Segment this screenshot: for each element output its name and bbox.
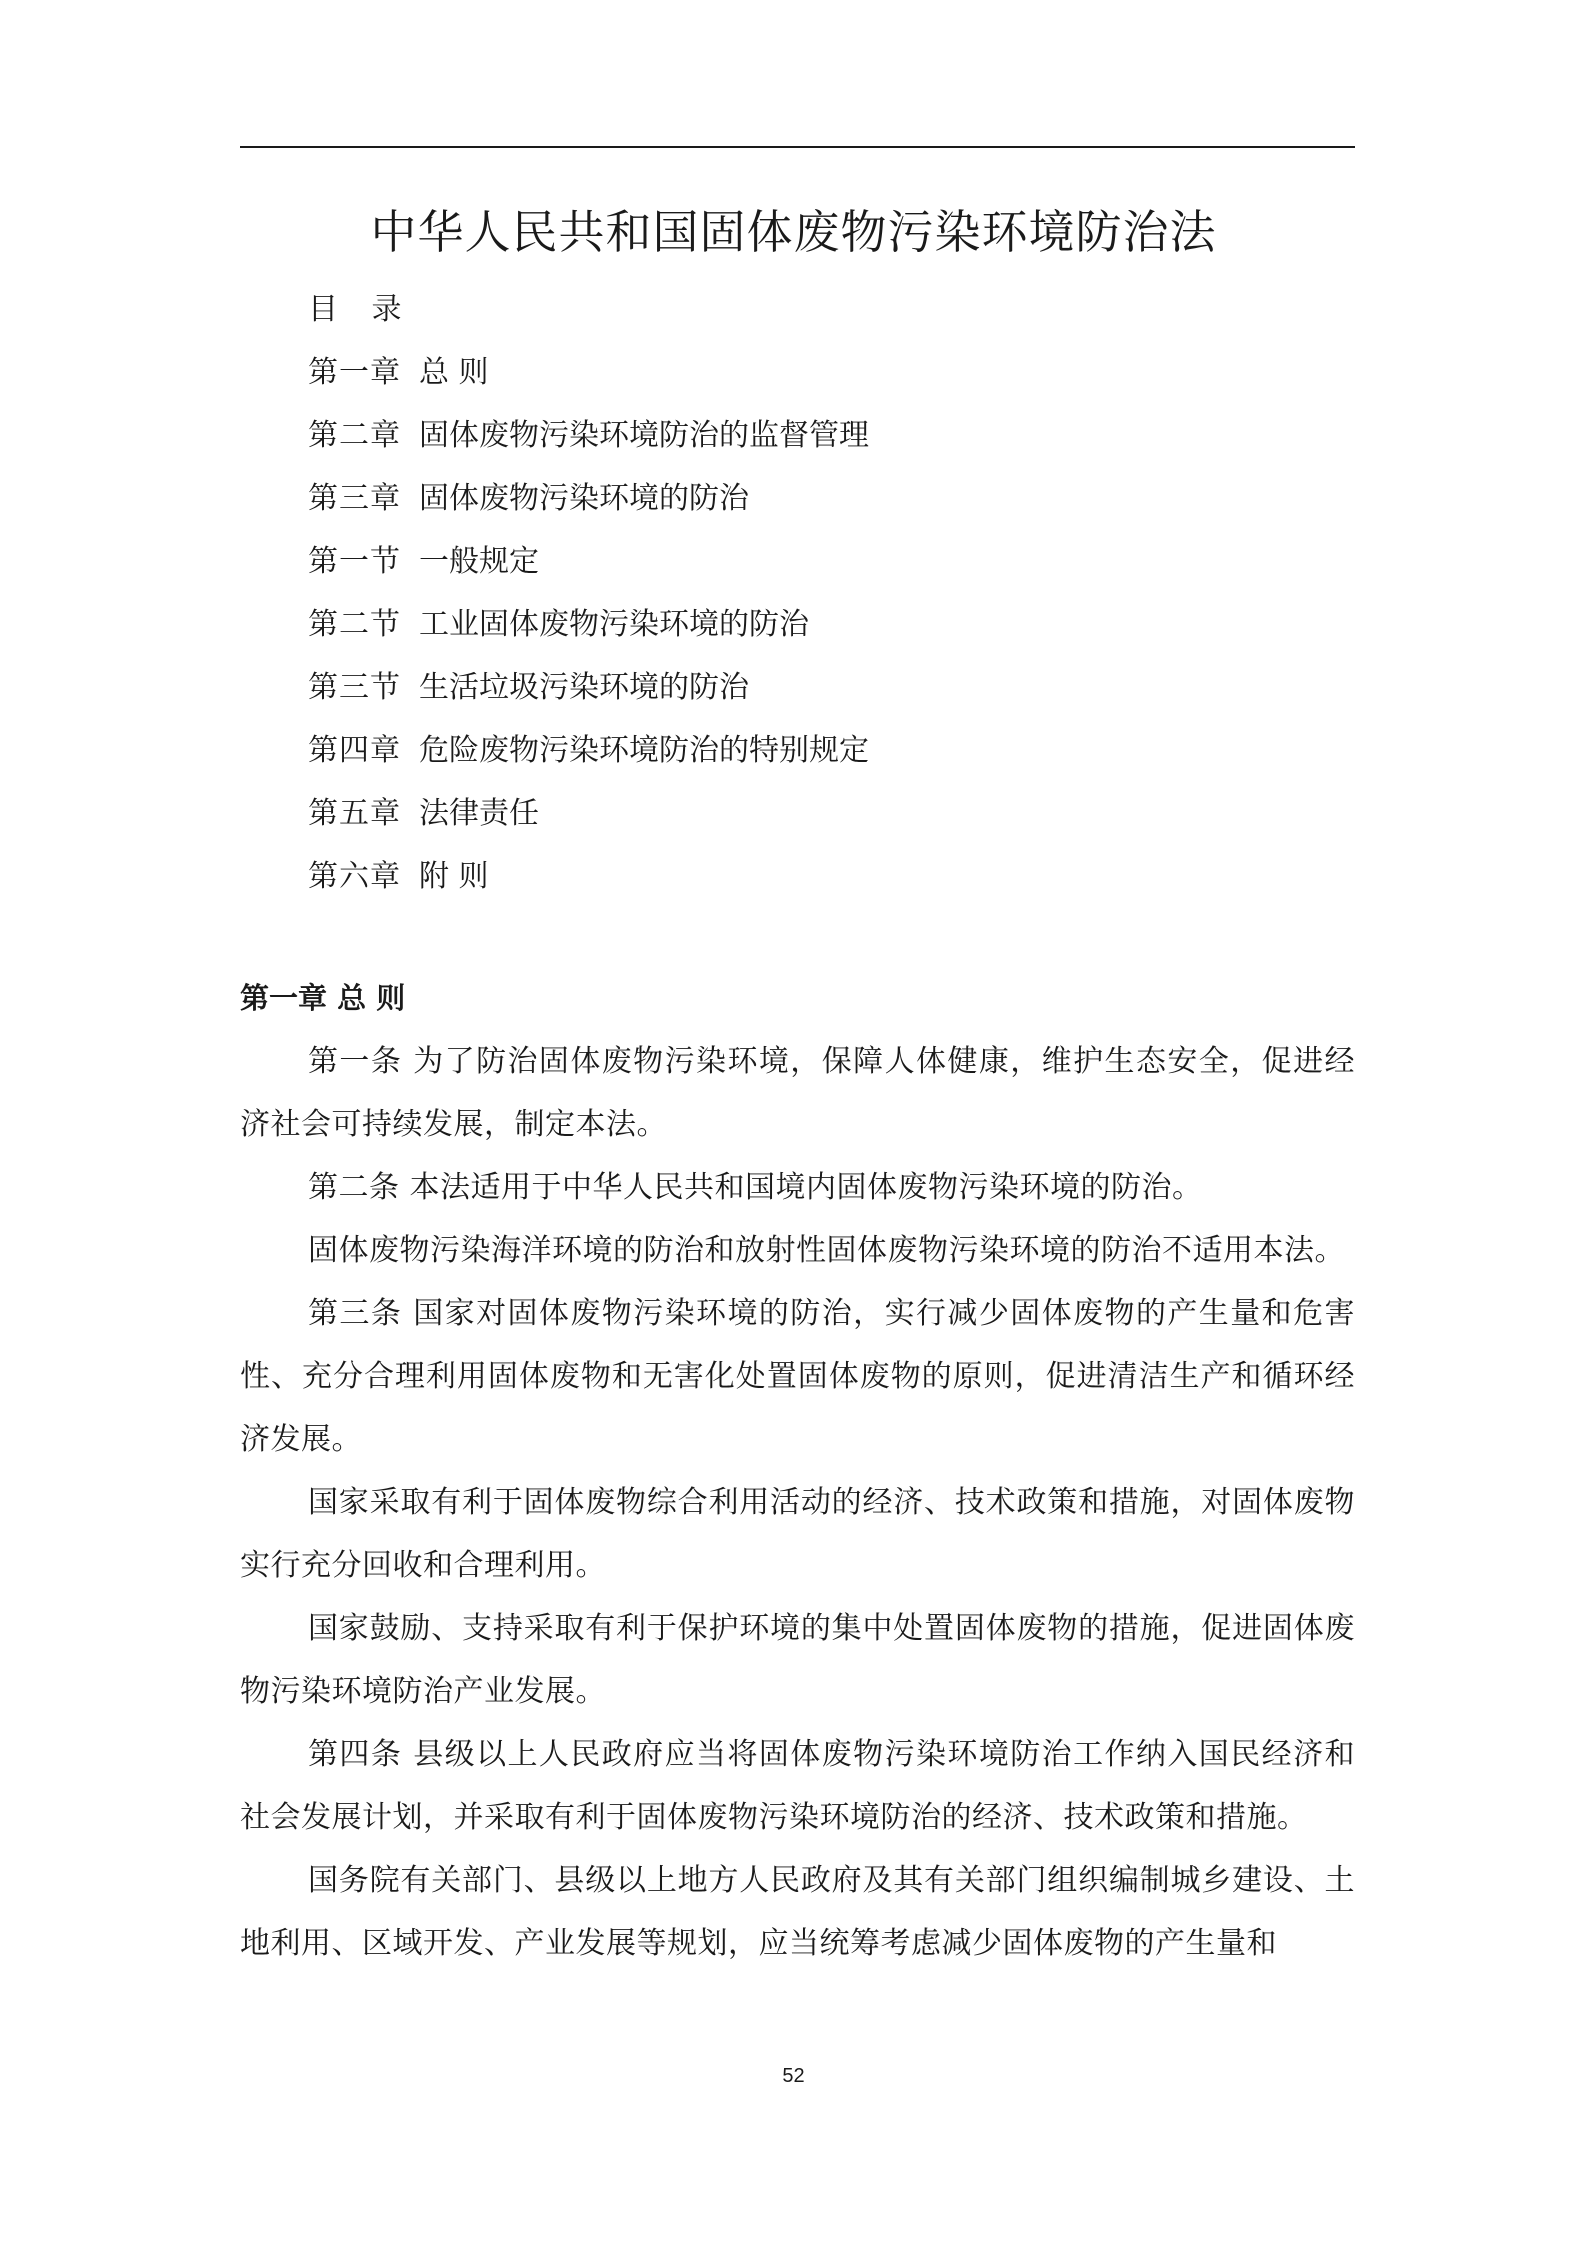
toc-item-label: 生活垃圾污染环境的防治: [419, 670, 749, 705]
toc-item-number: 第三节: [308, 670, 401, 705]
article-paragraph: 国家鼓励、支持采取有利于保护环境的集中处置固体废物的措施，促进固体废物污染环境防治产业发展。: [240, 1611, 1355, 1709]
document-title: 中华人民共和国固体废物污染环境防治法: [370, 205, 1217, 259]
toc-item: [308, 719, 1308, 782]
chapter-heading: 第一章 总 则: [240, 981, 406, 1015]
article-paragraph: 国家采取有利于固体废物综合利用活动的经济、技术政策和措施，对固体废物实行充分回收和合理利用。: [240, 1485, 1355, 1583]
toc-item-number: 第五章: [308, 796, 401, 831]
toc-item-label: 法律责任: [419, 796, 539, 831]
header-rule: [240, 146, 1355, 148]
toc-item-number: 第三章: [308, 481, 401, 516]
toc-item-number: 第一节: [308, 544, 401, 579]
toc-item-number: 第六章: [308, 859, 401, 894]
article-paragraph: 国务院有关部门、县级以上地方人民政府及其有关部门组织编制城乡建设、土地利用、区域开发、产业发展等规划，应当统筹考虑减少固体废物的产生量和: [240, 1863, 1355, 1961]
page-number: 52: [782, 2065, 805, 2087]
toc-item: [308, 530, 1308, 593]
toc-item-number: 第一章: [308, 355, 401, 390]
toc-heading: 目 录: [308, 292, 414, 327]
toc-item-label: 危险废物污染环境防治的特别规定: [419, 733, 869, 768]
toc-item: [308, 656, 1308, 719]
toc-item-label: 工业固体废物污染环境的防治: [419, 607, 809, 642]
toc-item-label: 一般规定: [419, 544, 539, 579]
toc-item-label: 固体废物污染环境的防治: [419, 481, 749, 516]
toc-item-number: 第二章: [308, 418, 401, 453]
toc-item: [308, 404, 1308, 467]
body-text: [240, 1030, 1355, 1975]
toc-item-label: 附 则: [419, 859, 489, 894]
table-of-contents: [308, 278, 1308, 908]
toc-item: [308, 782, 1308, 845]
toc-item-number: 第二节: [308, 607, 401, 642]
toc-item: [308, 341, 1308, 404]
article-paragraph: 第一条 为了防治固体废物污染环境，保障人体健康，维护生态安全，促进经济社会可持续发展，制定本法。: [240, 1044, 1355, 1142]
toc-item: [308, 845, 1308, 908]
toc-item: [308, 593, 1308, 656]
article-paragraph: 第二条 本法适用于中华人民共和国境内固体废物污染环境的防治。: [308, 1170, 1203, 1205]
article-paragraph: 第三条 国家对固体废物污染环境的防治，实行减少固体废物的产生量和危害性、充分合理利用固体废物和无害化处置固体废物的原则，促进清洁生产和循环经济发展。: [240, 1296, 1355, 1457]
toc-item-label: 固体废物污染环境防治的监督管理: [419, 418, 869, 453]
article-paragraph: 固体废物污染海洋环境的防治和放射性固体废物污染环境的防治不适用本法。: [308, 1233, 1345, 1268]
toc-item: [308, 467, 1308, 530]
toc-item-number: 第四章: [308, 733, 401, 768]
article-paragraph: 第四条 县级以上人民政府应当将固体废物污染环境防治工作纳入国民经济和社会发展计划，并采取有利于固体废物污染环境防治的经济、技术政策和措施。: [240, 1737, 1355, 1835]
toc-item-label: 总 则: [419, 355, 489, 390]
